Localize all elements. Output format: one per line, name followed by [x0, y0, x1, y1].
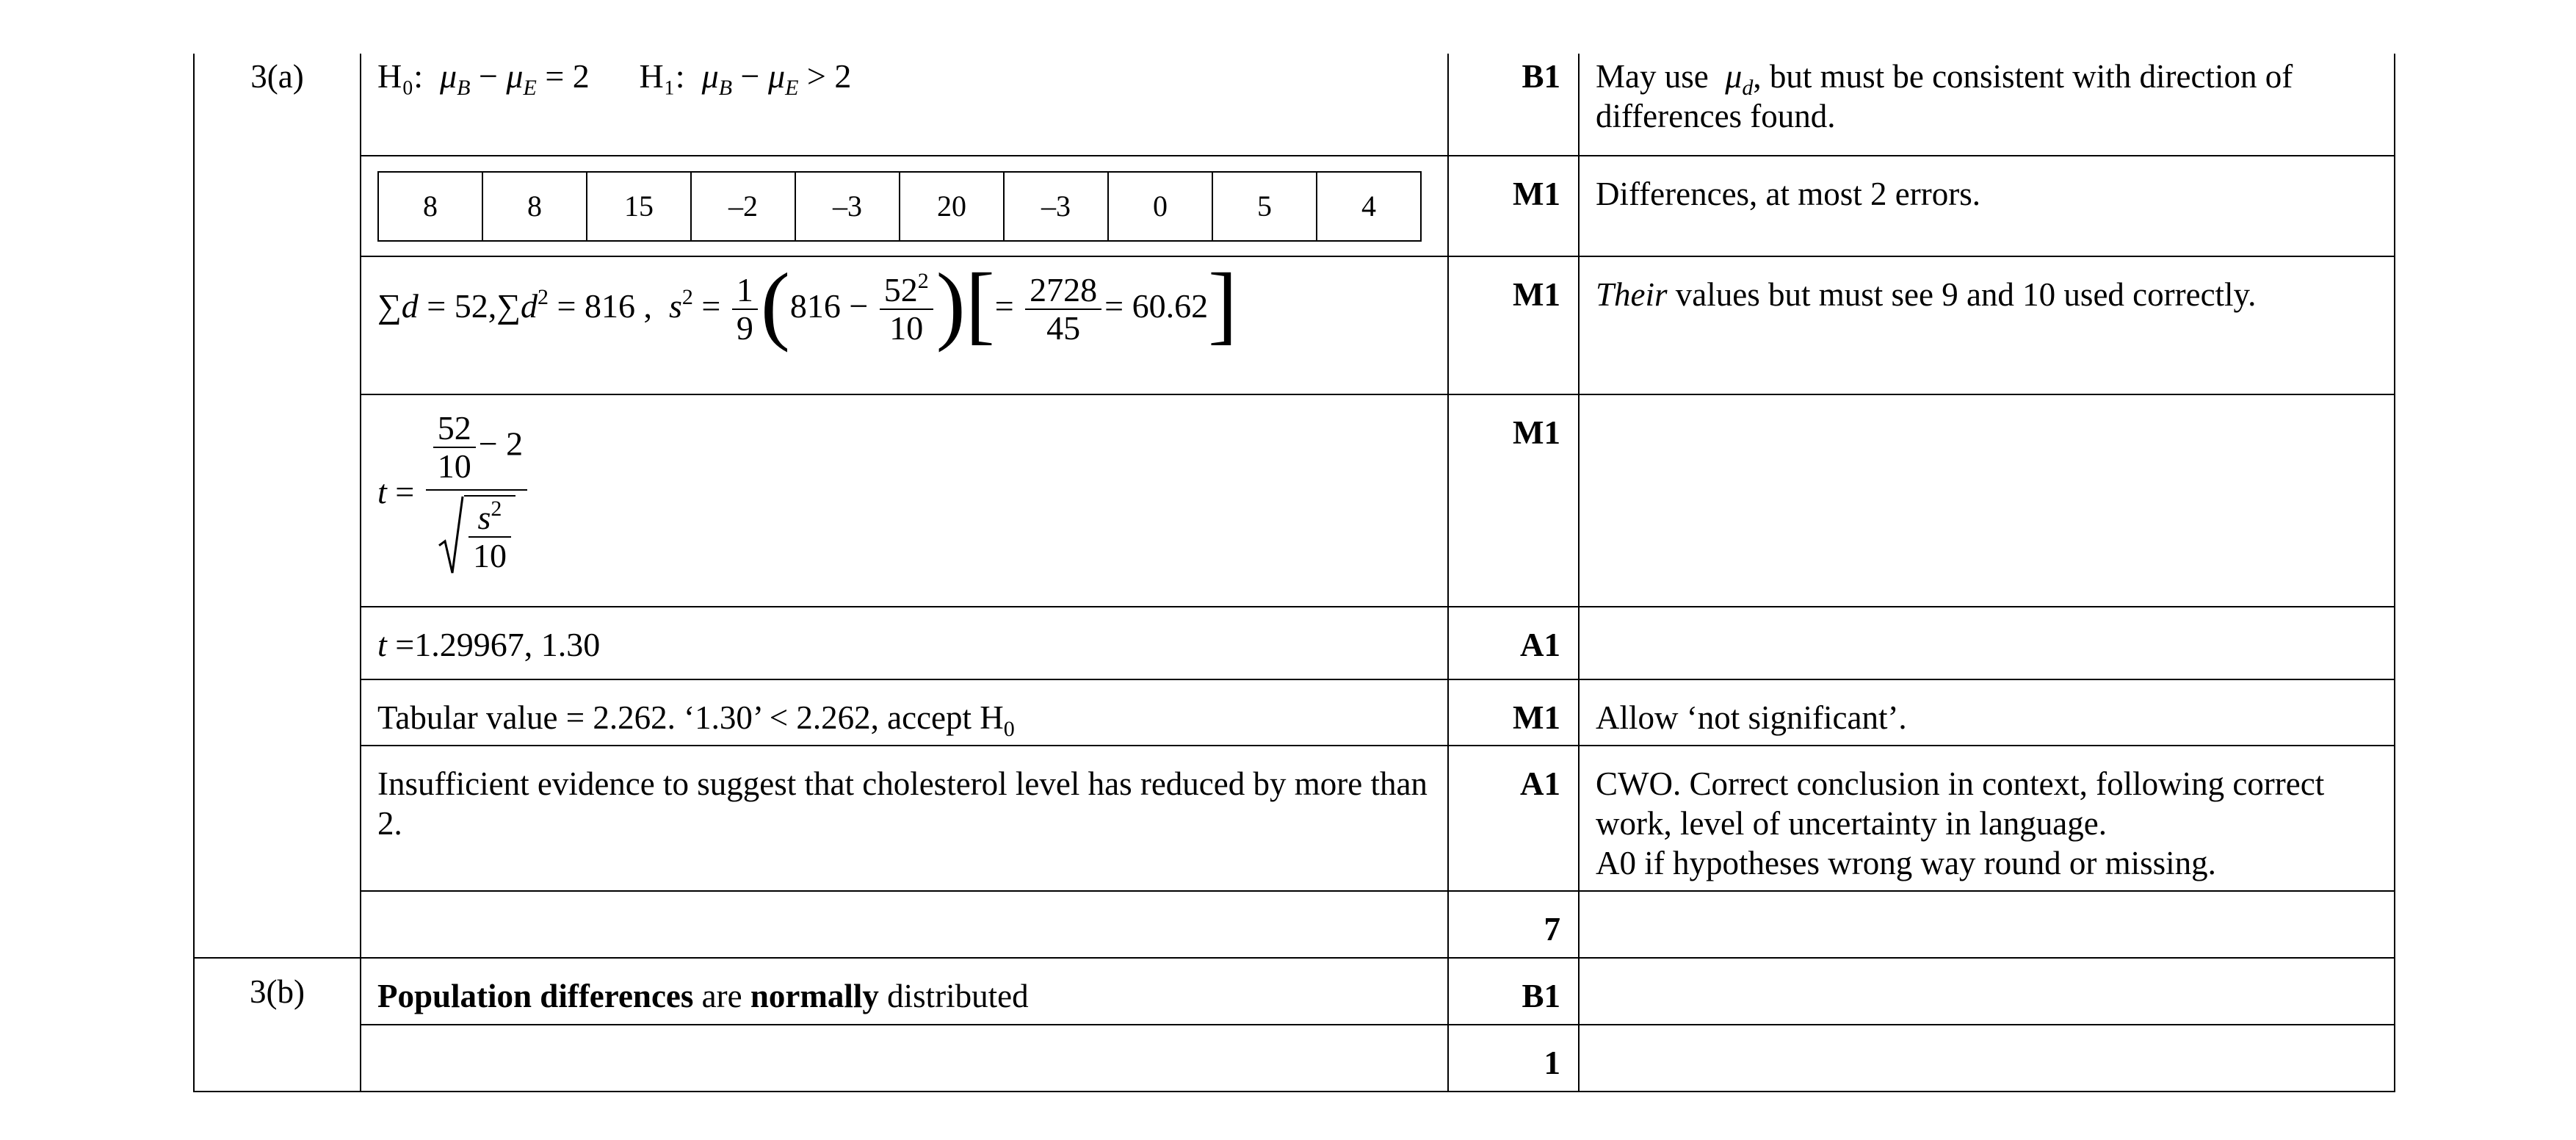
- row-total-3b: [194, 1025, 2395, 1092]
- question-number-3b: 3(b): [194, 958, 361, 1092]
- square-root-icon: [438, 495, 464, 574]
- null-hypothesis: H₀: $\mu_B - \mu_E = 2$: [377, 57, 598, 100]
- difference-cell: 8: [378, 172, 482, 241]
- mark-b1: B1: [1448, 54, 1579, 156]
- difference-cell: –3: [795, 172, 900, 241]
- guidance-empty: [1579, 607, 2395, 679]
- mark-b1: B1: [1448, 958, 1579, 1025]
- differences-table: [377, 171, 1422, 242]
- difference-cell: 15: [587, 172, 691, 241]
- difference-cell: –3: [1004, 172, 1108, 241]
- difference-cell: 8: [482, 172, 587, 241]
- row-conclusion: [194, 746, 2395, 891]
- answer-empty: [361, 1025, 1448, 1092]
- row-t-value: [194, 607, 2395, 679]
- answer-conclusion: Insufficient evidence to suggest that cholesterol level has reduced by more than 2.: [361, 746, 1448, 891]
- difference-cell: 5: [1212, 172, 1317, 241]
- mark-m1: M1: [1448, 256, 1579, 394]
- alternative-hypothesis: H₁: $\mu_B - \mu_E > 2$: [639, 57, 852, 100]
- guidance-variance: Their values but must see 9 and 10 used correctly.: [1579, 256, 2395, 394]
- row-t-formula: [194, 394, 2395, 607]
- answer-empty: [361, 891, 1448, 958]
- answer-3b: Population differences are normally distributed: [361, 958, 1448, 1025]
- row-total-3a: [194, 891, 2395, 958]
- mark-a1: A1: [1448, 607, 1579, 679]
- guidance-tabular: Allow ‘not significant’.: [1579, 679, 2395, 746]
- answer-t-value: t =1.29967, 1.30: [361, 607, 1448, 679]
- answer-hypotheses: [361, 54, 1448, 156]
- answer-variance: [361, 256, 1448, 394]
- guidance-hypotheses: May use $\mu_d$, but must be consistent with direction of differences found.: [1579, 54, 2395, 156]
- question-number-3a: 3(a): [194, 54, 361, 958]
- answer-t-formula: [361, 394, 1448, 607]
- mark-a1: A1: [1448, 746, 1579, 891]
- answer-differences: [361, 156, 1448, 256]
- row-variance: [194, 256, 2395, 394]
- row-hypotheses: [194, 54, 2395, 156]
- total-marks-3b: 1: [1448, 1025, 1579, 1092]
- row-differences: [194, 156, 2395, 256]
- t-statistic-formula: t = $\frac{52}{10}$ − 2 $\frac{s^2}{10}$: [377, 410, 530, 574]
- row-3b: [194, 958, 2395, 1025]
- answer-tabular-value: Tabular value = 2.262. ‘1.30’ < 2.262, accept $H_0$: [361, 679, 1448, 746]
- guidance-empty: [1579, 394, 2395, 607]
- difference-cell: 20: [900, 172, 1004, 241]
- difference-cell: –2: [691, 172, 795, 241]
- guidance-empty: [1579, 1025, 2395, 1092]
- mark-m1: M1: [1448, 156, 1579, 256]
- guidance-differences: Differences, at most 2 errors.: [1579, 156, 2395, 256]
- guidance-empty: [1579, 891, 2395, 958]
- mark-m1: M1: [1448, 679, 1579, 746]
- row-tabular-value: [194, 679, 2395, 746]
- difference-cell: 4: [1317, 172, 1421, 241]
- guidance-empty: [1579, 958, 2395, 1025]
- mark-m1: M1: [1448, 394, 1579, 607]
- difference-cell: 0: [1108, 172, 1212, 241]
- mark-scheme-table: [193, 54, 2395, 1092]
- guidance-conclusion: CWO. Correct conclusion in context, following correct work, level of uncertainty in language. A0 if hypotheses wrong way round or missing.: [1579, 746, 2395, 891]
- variance-expression: $\sum d = 52,\sum d^2 = 816$ , $s^2$ = $\frac{1}{9}$ (816 − $\frac{52^2}{10}$ )[= $\frac{2728}{45}$ = 60.62]: [377, 254, 1238, 353]
- total-marks-3a: 7: [1448, 891, 1579, 958]
